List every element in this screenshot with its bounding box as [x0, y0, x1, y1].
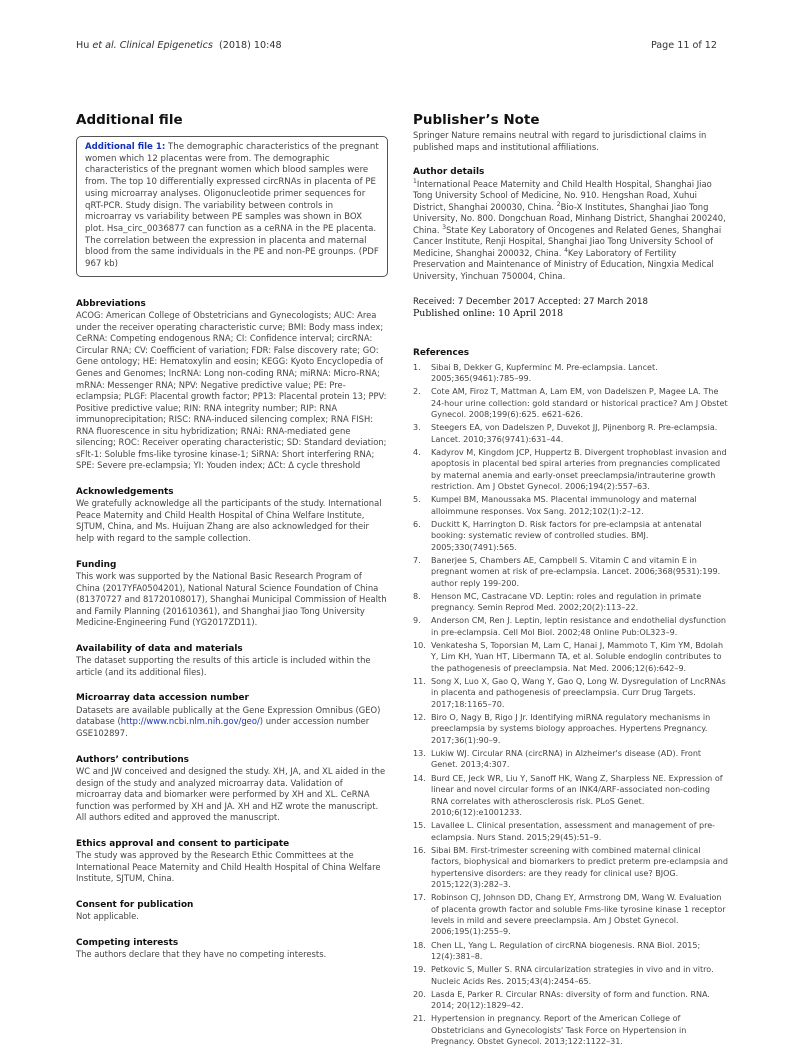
reference-item — [413, 447, 729, 493]
affiliation-marker: 4 — [564, 247, 568, 255]
reference-text: Anderson CM, Ren J. Leptin, leptin resistance and endothelial dysfunction in pre-eclampsia. Cell Mol Biol. 2002;48 Online Pub:OL323–9. — [431, 616, 727, 637]
reference-number: 16. — [413, 845, 426, 855]
section-title: Microarray data accession number — [76, 693, 249, 704]
reference-text: Robinson CJ, Johnson DD, Chang EY, Armstrong DM, Wang W. Evaluation of placenta growth factor and soluble Fms-like tyrosine kinase 1 receptor levels in mild and severe preeclampsia. Am J Obstet Gynecol. 2006;195(1):255–9. — [431, 893, 726, 937]
reference-number: 8. — [413, 591, 421, 601]
reference-number: 21. — [413, 1014, 426, 1024]
published-online-date: Published online: 10 April 2018 — [413, 308, 564, 320]
reference-number: 20. — [413, 989, 426, 999]
section-body: The study was approved by the Research Ethic Committees at the International Peace Maternity and Child Health Hospital of China Welfare Institute, SJTUM, China. — [76, 850, 381, 884]
geo-link[interactable]: http://www.ncbi.nlm.nih.gov/geo/ — [120, 716, 260, 727]
reference-number: 2. — [413, 387, 421, 397]
section-title: Abbreviations — [76, 298, 146, 309]
reference-text: Hypertension in pregnancy. Report of the American College of Obstetricians and Gynecologists' Task Force on Hypertension in Pregnancy. Obstet Gynecol. 2013;122:1122–31. — [431, 1014, 687, 1047]
reference-number: 19. — [413, 965, 426, 975]
references-list — [413, 362, 729, 1048]
publishers-note-heading: Publisher’s Note — [413, 112, 540, 128]
reference-number: 18. — [413, 940, 426, 950]
article-citation: Hu et al. Clinical Epigenetics (2018) 10:48 — [76, 40, 282, 51]
reference-item — [413, 845, 729, 891]
reference-number: 4. — [413, 447, 421, 457]
reference-text: Biro O, Nagy B, Rigo J Jr. Identifying miRNA regulatory mechanisms in preeclampsia by systems biology approaches. Hypertens Pregnancy. 2017;36(1):90–9. — [431, 713, 711, 745]
contributions-section — [76, 755, 388, 824]
section-title: Authors’ contributions — [76, 754, 189, 765]
reference-item — [413, 748, 729, 771]
reference-item — [413, 615, 729, 638]
section-body: The dataset supporting the results of this article is included within the article (and its additional files). — [76, 655, 371, 677]
reference-text: Banerjee S, Chambers AE, Campbell S. Vitamin C and vitamin E in pregnant women at risk of pre-eclampsia. Lancet. 2006;368(9531):199. author reply 199-200. — [431, 555, 721, 588]
ethics-section — [76, 839, 388, 885]
reference-number: 7. — [413, 555, 421, 565]
reference-text: Petkovic S, Muller S. RNA circularization strategies in vivo and in vitro. Nucleic Acids Res. 2015;43(4):2454–65. — [431, 965, 714, 986]
section-title: Acknowledgements — [76, 486, 174, 497]
reference-item — [413, 494, 729, 517]
abbreviations-text: ACOG: American College of Obstetricians and Gynecologists; AUC: Area under the receiver operating characteristic curve; BMI: Body mass index; CeRNA: Competing endogenous RNA; CI: Confidence interval; circRNA: Circular RNA; CV: Coefficient of variation; FDR: False discovery rate; GO: Gene ontology; HE: Hematoxylin and eosin; KEGG: Kyoto Encyclopedia of Genes and Genomes; lncRNA: Long non-coding RNA; miRNA: Micro-RNA; mRNA: Messenger RNA; NPV: Negative predictive value; PE: Pre-eclampsia; PLGF: Placental growth factor; PP13: Placental protein 13; PPV: Positive predictive value; RIN: RNA integrity number; RIP: RNA immunoprecipitation; RISC: RNA-induced silencing complex; RNA FISH: RNA fluorescence in situ hybridization; RNAi: RNA-mediated gene silencing; ROC: Receiver operating characteristic; SD: Standard deviation; sFlt-1: Soluble fms-like tyrosine kinase-1; SiRNA: Short interfering RNA; SPE: Severe pre-eclampsia; YI: Youden index; — [76, 310, 387, 471]
reference-text: Duckitt K, Harrington D. Risk factors for pre-eclampsia at antenatal booking: systematic review of controlled studies. BMJ. 2005;330(7491):565. — [431, 519, 702, 552]
reference-number: 12. — [413, 713, 426, 723]
reference-item — [413, 422, 729, 445]
reference-number: 1. — [413, 362, 421, 372]
affiliation-text: International Peace Maternity and Child Health Hospital, Shanghai Jiao Tong University School of Medicine, No. 910. Hengshan Road, Xuhui District, Shanghai 200030, China. — [413, 178, 712, 212]
reference-text: Lukiw WJ. Circular RNA (circRNA) in Alzheimer's disease (AD). Front Genet. 2013;4:307. — [431, 749, 702, 770]
availability-section — [76, 644, 388, 679]
additional-file-box — [76, 136, 388, 277]
microarray-section — [76, 693, 388, 739]
reference-item — [413, 386, 729, 420]
reference-number: 10. — [413, 641, 426, 651]
section-body — [76, 705, 388, 740]
section-title: Consent for publication — [76, 899, 194, 910]
reference-item — [413, 892, 729, 938]
section-body: The authors declare that they have no competing interests. — [76, 949, 327, 960]
reference-number: 5. — [413, 495, 421, 505]
reference-number: 14. — [413, 773, 426, 783]
affiliation-text: Bio-X Institutes, Shanghai Jiao Tong University, No. 800. Dongchuan Road, Minhang District, Shanghai 200240, China. — [413, 201, 726, 235]
additional-file-description: The demographic characteristics of the pregnant women which 12 placentas were from. The demographic characteristics of the pregnant women which blood samples were from. The top 10 differentially expressed circRNAs in placenta of PE using microarray analyses. Oligonucleotide primer sequences for qRT-PCR. Study disign. The variability between controls in microarray vs variability between PE samples was shown in BOX plot. Hsa_circ_0036877 can function as a ceRNA in the PE placenta. The correlation between the expression in placenta and maternal blood from the same individuals in the PE and non-PE grounps. (PDF 967 kb) — [85, 142, 379, 270]
microarray-text: Datasets are available publically at the Gene Expression Omnibus (GEO) database ( — [76, 704, 381, 727]
reference-number: 6. — [413, 519, 421, 529]
reference-text: Kumpel BM, Manoussaka MS. Placental immunology and maternal alloimmune responses. Vox Sang. 2012;102(1):2–12. — [431, 495, 697, 516]
reference-item — [413, 989, 729, 1012]
section-title: Availability of data and materials — [76, 643, 243, 654]
author-details-title: Author details — [413, 167, 485, 178]
acknowledgements-section — [76, 487, 388, 545]
reference-text: Steegers EA, von Dadelszen P, Duvekot JJ, Pijnenborg R. Pre-eclampsia. Lancet. 2010;376(9741):631–44. — [431, 423, 718, 444]
reference-item — [413, 773, 729, 819]
reference-item — [413, 676, 729, 710]
reference-text: Venkatesha S, Toporsian M, Lam C, Hanai J, Mammoto T, Kim YM, Bdolah Y, Lim KH, Yuan HT, Libermann TA, et al. Soluble endoglin contributes to the pathogenesis of preeclampsia. Nat Med. 2006;12(6):642–9. — [431, 641, 724, 673]
reference-number: 15. — [413, 821, 426, 831]
reference-item — [413, 519, 729, 553]
reference-number: 17. — [413, 893, 426, 903]
reference-item — [413, 820, 729, 843]
reference-item — [413, 964, 729, 987]
author-details-body — [413, 179, 729, 283]
section-body — [76, 310, 388, 472]
page-number: Page 11 of 12 — [650, 40, 717, 51]
reference-text: Sibai B, Dekker G, Kupferminc M. Pre-eclampsia. Lancet. 2005;365(9461):785–99. — [431, 362, 658, 383]
received-accepted-dates: Received: 7 December 2017 Accepted: 27 March 2018 — [413, 296, 648, 307]
left-column — [76, 112, 388, 976]
funding-section — [76, 560, 388, 629]
reference-text: Lasda E, Parker R. Circular RNAs: diversity of form and function. RNA. 2014; 20(12):1829–42. — [431, 989, 710, 1011]
section-body: Not applicable. — [76, 911, 139, 922]
reference-item — [413, 940, 729, 963]
section-body: WC and JW conceived and designed the study. XH, JA, and XL aided in the design of the study and analyzed microarray data. Validation of microarray data and biomarker were performed by XH and XL. CeRNA function was performed by XH and JA. XH and HZ wrote the manuscript. All authors edited and approved the manuscript. — [76, 766, 386, 823]
reference-text: Sibai BM. First-trimester screening with combined maternal clinical factors, biophysical and biomarkers to predict preterm pre-eclampsia and hypertensive disorders: are they ready for clinical use? BJOG. 2015;122(3):282–3. — [431, 845, 728, 889]
running-header — [76, 40, 717, 51]
reference-text: Kadyrov M, Kingdom JCP, Huppertz B. Divergent trophoblast invasion and apoptosis in placental bed spiral arteries from pregnancies complicated by maternal anemia and early-onset preeclampsia/intrauterine growth restriction. Am J Obstet Gynecol. 2006;194(2):557–63. — [431, 447, 727, 491]
reference-item — [413, 712, 729, 746]
reference-item — [413, 591, 729, 614]
abbreviations-section — [76, 299, 388, 472]
affiliation-text: Key Laboratory of Fertility Preservation and Maintenance of Ministry of Education, Ningxia Medical University, Yinchuan 750004, China. — [413, 247, 714, 281]
reference-text: Burd CE, Jeck WR, Liu Y, Sanoff HK, Wang Z, Sharpless NE. Expression of linear and novel circular forms of an INK4/ARF-associated non-coding RNA correlates with atherosclerosis risk. PLoS Genet. 2010;6(12):e1001233. — [431, 773, 723, 817]
publishers-note-text: Springer Nature remains neutral with regard to jurisdictional claims in published maps and institutional affiliations. — [413, 130, 707, 152]
consent-section — [76, 900, 388, 923]
reference-item — [413, 1013, 729, 1047]
section-title: Ethics approval and consent to participate — [76, 838, 290, 849]
reference-number: 9. — [413, 616, 421, 626]
reference-text: Song X, Luo X, Gao Q, Wang Y, Gao Q, Long W. Dysregulation of LncRNAs in placenta and pathogenesis of preeclampsia. Curr Drug Targets. 2017;18:1165–70. — [431, 677, 726, 709]
references-title: References — [413, 348, 470, 359]
abbreviations-delta: ΔCt: Δ cycle threshold — [267, 460, 361, 471]
additional-file-link[interactable]: Additional file 1: — [85, 142, 166, 152]
affiliation-marker: 3 — [442, 223, 447, 231]
section-body: This work was supported by the National Basic Research Program of China (2017YFA0504201), National Natural Science Foundation of China (81370727 and 81720108017), Shanghai Municipal Commission of Health and Family Planning (201610361), and Shanghai Jiao Tong University Medicine-Engineering Fund (YG2017ZD11). — [76, 571, 387, 628]
section-title: Funding — [76, 559, 117, 570]
reference-text: Cote AM, Firoz T, Mattman A, Lam EM, von Dadelszen P, Magee LA. The 24-hour urine collection: gold standard or historical practice? Am J Obstet Gynecol. 2008;199(6):625. e621-626. — [431, 387, 728, 419]
additional-file-heading: Additional file — [76, 112, 183, 128]
reference-number: 13. — [413, 749, 426, 759]
microarray-text-after: ) under accession number GSE102897. — [76, 716, 370, 738]
reference-text: Henson MC, Castracane VD. Leptin: roles and regulation in primate pregnancy. Semin Reprod Med. 2002;20(2):113–22. — [431, 591, 702, 613]
reference-item — [413, 555, 729, 589]
reference-text: Lavallee L. Clinical presentation, assessment and management of pre-eclampsia. Nurs Stand. 2015;29(45):51–9. — [431, 821, 716, 842]
competing-interests-section — [76, 938, 388, 961]
affiliation-text: State Key Laboratory of Oncogenes and Related Genes, Shanghai Cancer Institute, Renji Hospital, Shanghai Jiao Tong University School of Medicine, Shanghai 200032, China. — [413, 224, 722, 258]
reference-number: 3. — [413, 423, 421, 433]
reference-item — [413, 640, 729, 674]
reference-text: Chen LL, Yang L. Regulation of circRNA biogenesis. RNA Biol. 2015; 12(4):381–8. — [431, 940, 701, 961]
affiliation-marker: 2 — [556, 200, 561, 208]
right-column — [413, 112, 729, 1049]
reference-number: 11. — [413, 677, 426, 687]
section-title: Competing interests — [76, 937, 179, 948]
reference-item — [413, 362, 729, 385]
section-body: We gratefully acknowledge all the participants of the study. International Peace Maternity and Child Health Hospital of China Welfare Institute, SJTUM, China, and Ms. Huijuan Zhang are also acknowledged for their help with regard to the sample collection. — [76, 498, 382, 544]
affiliation-marker: 1 — [413, 177, 417, 185]
